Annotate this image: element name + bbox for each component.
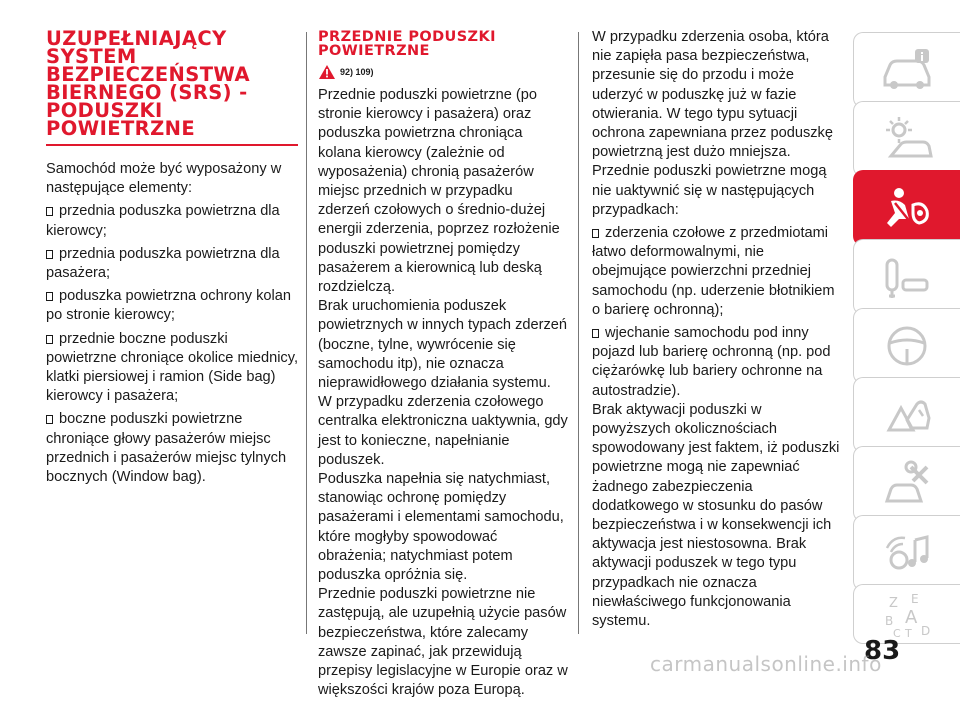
paragraph: Brak uruchomienia poduszek powietrznych w innych typach zderzeń (boczne, tylne, wywrócenie się samochodu itp), nie oznacza nieprawidłowego działania systemu. (318, 298, 568, 392)
breakdown-triangle-icon (877, 390, 937, 440)
list-item: zderzenia czołowe z przedmiotami łatwo deformowalnymi, nie obejmujące powierzchni przedniej samochodu (np. uderzenie błotnikiem o barierę ochronną); (592, 225, 835, 318)
list-item: przednie boczne poduszki powietrzne chroniące okolice miednicy, klatki piersiowej i ramion (Side bag) kierowcy i pasażera; (46, 330, 298, 405)
bullet-square-icon (46, 292, 53, 301)
tab-maintenance[interactable] (853, 446, 960, 522)
page-number: 83 (864, 636, 901, 666)
car-info-icon (877, 45, 937, 95)
multimedia-icon (877, 528, 937, 578)
bullet-square-icon (46, 250, 53, 259)
tab-car-info[interactable] (853, 32, 960, 108)
svg-text:B: B (885, 614, 894, 628)
bullet-square-icon (46, 207, 53, 216)
tab-emergency[interactable] (853, 377, 960, 453)
paragraph: W przypadku zderzenia osoba, która nie zapięła pasa bezpieczeństwa, przesunie się do przodu i może uderzyć w poduszkę już w fazie otwierania. W tego typu sytuacji ochrona zapewniana przez poduszkę powietrzną jest dużo mniejsza. (592, 29, 833, 161)
tab-safety[interactable] (853, 170, 960, 246)
svg-text:C: C (893, 627, 901, 639)
list-item: boczne poduszki powietrzne chroniące głowy pasażerów miejsc przednich i pasażerów miejsc tylnych bocznych (Window bag). (46, 411, 287, 486)
alphabetical-index-icon (877, 589, 937, 639)
svg-text:E: E (911, 592, 919, 606)
warning-lights-icon (877, 114, 937, 164)
airbag-seatbelt-icon (877, 183, 937, 233)
column-srs-intro (46, 28, 298, 487)
intro-text: Samochód może być wyposażony w następujące elementy: (46, 161, 282, 197)
list-item: poduszka powietrzna ochrony kolan po stronie kierowcy; (46, 288, 292, 324)
list-item: wjechanie samochodu pod inny pojazd lub barierę ochronną (np. pod ciężarówkę lub bariery ochronne na autostradzie). (592, 325, 831, 399)
svg-text:Z: Z (889, 596, 898, 611)
paragraph: Przednie poduszki powietrzne mogą nie uaktywnić się w następujących przypadkach: (592, 163, 827, 218)
warning-reference (318, 64, 568, 80)
paragraph: Przednie poduszki powietrzne nie zastępują, ale uzupełnią użycie pasów bezpieczeństwa, które zalecamy zawsze zapinać, jak przewidują przepisy legislacyjne w Europie oraz w większości krajów poza Europą. (318, 586, 568, 699)
bullet-square-icon (46, 335, 53, 344)
paragraph: W przypadku zderzenia czołowego centralka elektroniczna uaktywnia, gdy jest to konieczne, napełnianie poduszek. (318, 394, 568, 468)
tab-starting-driving[interactable] (853, 239, 960, 315)
paragraph: Przednie poduszki powietrzne (po stronie kierowcy i pasażera) oraz poduszka powietrzna chroniąca kolana kierowcy (zależnie od wyposażenia) chronią pasażerów miejsc przednich w przypadku zderzeń czołowych o średnio-dużej energii zderzenia, poprzez rozłożenie poduszki powietrznej pomiędzy pasażerem a kierownicą lub deską rozdzielczą. (318, 87, 560, 296)
tab-index[interactable] (853, 584, 960, 644)
svg-text:A: A (905, 607, 918, 628)
steering-wheel-icon (877, 321, 937, 371)
list-item: przednia poduszka powietrzna dla pasażera; (46, 245, 280, 282)
key-start-icon (877, 252, 937, 302)
heading-underline (46, 144, 298, 146)
tab-instruments[interactable] (853, 308, 960, 384)
column-airbag-conditions (592, 28, 842, 631)
column-divider (578, 32, 579, 634)
column-front-airbags (318, 28, 568, 701)
warning-triangle-icon (318, 64, 336, 80)
svg-text:D: D (921, 624, 931, 638)
svg-text:T: T (905, 627, 912, 639)
tab-multimedia[interactable] (853, 515, 960, 591)
section-heading-front-airbags: PRZEDNIE PODUSZKI POWIETRZNE (318, 29, 496, 59)
maintenance-tools-icon (877, 459, 937, 509)
watermark-text: carmanualsonline.info (650, 652, 882, 676)
paragraph: Poduszka napełnia się natychmiast, stanowiąc ochronę pomiędzy pasażerami i elementami samochodu, które mogłyby spowodować obrażenia; natychmiast potem poduszka opróżnia się. (318, 471, 564, 584)
bullet-square-icon (46, 415, 53, 424)
warning-reference-numbers: 92) 109) (340, 67, 374, 77)
tab-warning-lights[interactable] (853, 101, 960, 177)
bullet-square-icon (592, 229, 599, 238)
paragraph: Brak aktywacji poduszki w powyższych okolicznościach spowodowany jest faktem, iż poduszki powietrzne mogą nie zapewniać żadnego zabezpieczenia dodatkowego w stosunku do pasów bezpieczeństwa i w konsekwencji ich aktywacja jest niestosowna. Brak aktywacji poduszek w tego typu przypadkach nie oznacza niewłaściwego funkcjonowania systemu. (592, 401, 840, 630)
bullet-square-icon (592, 329, 599, 338)
list-item: przednia poduszka powietrzna dla kierowcy; (46, 203, 280, 239)
column-divider (306, 32, 307, 634)
section-heading-srs: UZUPEŁNIAJĄCY SYSTEM BEZPIECZEŃSTWA BIERNEGO (SRS) - PODUSZKI POWIETRZNE (46, 27, 250, 140)
